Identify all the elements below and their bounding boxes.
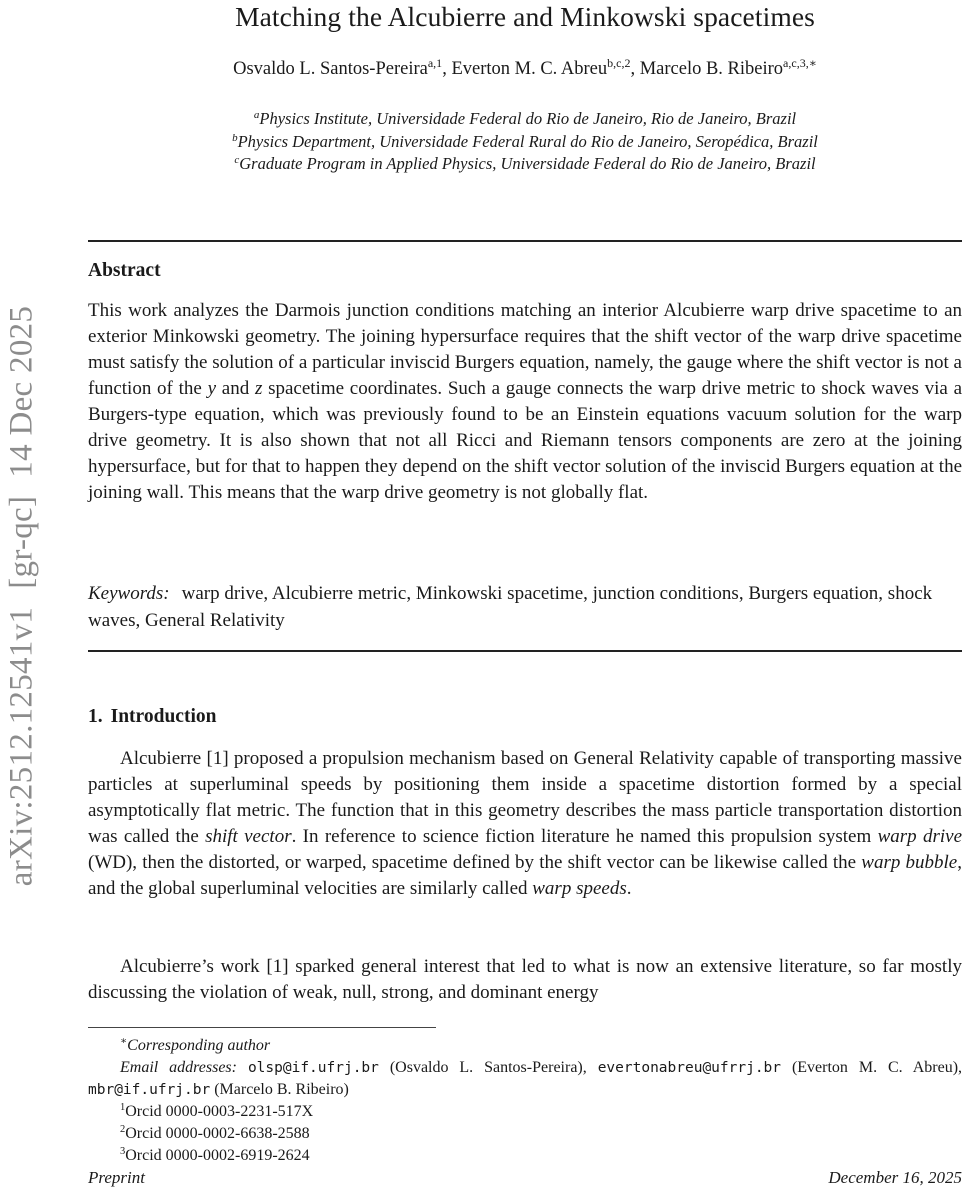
affiliations bbox=[88, 108, 962, 176]
abstract-heading: Abstract bbox=[88, 260, 161, 281]
text-run: . bbox=[626, 878, 632, 899]
footnote-orcid bbox=[88, 1145, 962, 1167]
keywords bbox=[88, 580, 962, 634]
footnote-rule bbox=[88, 1027, 436, 1028]
abstract-text-part: and bbox=[216, 378, 255, 399]
emphasis: warp bubble bbox=[861, 852, 958, 873]
arxiv-id: arXiv:2512.12541v1 bbox=[3, 606, 40, 887]
author-marks: a,c,3,∗ bbox=[783, 56, 817, 70]
author-marks: b,c,2 bbox=[607, 56, 631, 70]
orcid-text: Orcid 0000-0003-2231-517X bbox=[125, 1103, 314, 1120]
text-run: . In reference to science fiction literature he named this propulsion system bbox=[291, 826, 878, 847]
emphasis: shift vector bbox=[205, 826, 292, 847]
abstract-text bbox=[88, 298, 962, 506]
affiliation bbox=[88, 108, 962, 131]
email-link[interactable]: mbr@if.ufrj.br bbox=[88, 1082, 211, 1098]
section-heading-introduction bbox=[88, 706, 216, 728]
email-link[interactable]: olsp@if.ufrj.br bbox=[247, 1060, 379, 1076]
email-owner: (Osvaldo L. Santos-Pereira), bbox=[389, 1059, 587, 1076]
keywords-label: Keywords: bbox=[88, 583, 170, 604]
emphasis: warp drive bbox=[877, 826, 962, 847]
footer-date: December 16, 2025 bbox=[828, 1168, 962, 1187]
author-marks: a,1 bbox=[427, 56, 443, 70]
affiliation bbox=[88, 153, 962, 176]
footnote-orcid bbox=[88, 1123, 962, 1145]
affiliation-text: Physics Department, Universidade Federal Rural do Rio de Janeiro, Seropédica, Brazil bbox=[237, 131, 818, 151]
footnote-corresponding bbox=[88, 1035, 962, 1057]
abstract-text-part: spacetime coordinates. Such a gauge connects the warp drive metric to shock waves via a Burgers-type equation, which was previously found to be an Einstein equations vacuum solution for the warp drive geometry. It is also shown that not all Ricci and Riemann tensors components are zero at the joining hypersurface, but for that to happen they depend on the shift vector solution of the inviscid Burgers equation at the joining wall. This means that the warp drive geometry is not globally flat. bbox=[88, 378, 962, 503]
affiliation-mark: c bbox=[234, 154, 240, 166]
email-label: Email addresses: bbox=[120, 1059, 237, 1076]
email-link[interactable]: evertonabreu@ufrrj.br bbox=[597, 1060, 782, 1076]
footnote-text: Corresponding author bbox=[127, 1037, 271, 1054]
affiliation-text: Physics Institute, Universidade Federal do Rio de Janeiro, Rio de Janeiro, Brazil bbox=[259, 109, 797, 128]
affiliation-mark: b bbox=[232, 131, 238, 144]
author-name: Everton M. C. Abreu bbox=[451, 59, 608, 79]
intro-paragraph-2: Alcubierre’s work [1] sparked general interest that led to what is now an extensive literature, so far mostly discussing the violation of weak, null, strong, and dominant energy bbox=[88, 956, 962, 1003]
author-name: Osvaldo L. Santos-Pereira bbox=[233, 59, 428, 79]
affiliation bbox=[88, 131, 962, 154]
email-owner: (Everton M. C. Abreu), bbox=[791, 1059, 962, 1076]
footnote-emails bbox=[88, 1057, 962, 1101]
arxiv-date: 14 Dec 2025 bbox=[3, 305, 40, 478]
email-owner: (Marcelo B. Ribeiro) bbox=[214, 1081, 349, 1098]
text-run: , and the global superluminal velocities are similarly called bbox=[88, 852, 962, 899]
math-var-z: z bbox=[254, 378, 263, 399]
affiliation-mark: a bbox=[253, 109, 260, 121]
affiliation-text: Graduate Program in Applied Physics, Universidade Federal do Rio de Janeiro, Brazil bbox=[239, 154, 816, 173]
arxiv-stamp bbox=[4, 306, 41, 886]
keywords-text: warp drive, Alcubierre metric, Minkowski spacetime, junction conditions, Burgers equation, shock waves, General Relativity bbox=[88, 583, 933, 631]
orcid-text: Orcid 0000-0002-6638-2588 bbox=[125, 1125, 310, 1142]
emphasis: warp speeds bbox=[532, 878, 627, 899]
footnote-mark: 3 bbox=[120, 1146, 126, 1157]
abstract-bottom-rule bbox=[88, 650, 962, 652]
intro-paragraph-1 bbox=[88, 746, 962, 902]
arxiv-category: [gr-qc] bbox=[3, 495, 40, 589]
section-number: 1. bbox=[88, 706, 103, 727]
math-var-y: y bbox=[207, 378, 217, 399]
footnote-orcid bbox=[88, 1101, 962, 1123]
footnote-mark: ∗ bbox=[120, 1036, 128, 1047]
text-run: (WD), then the distorted, or warped, spacetime defined by the shift vector can be likewise called the bbox=[88, 852, 862, 873]
footnote-mark: 2 bbox=[120, 1124, 126, 1135]
author-list: Osvaldo L. Santos-Pereira$^{a,1}$, Everton M. C. Abreu$^{b,c,2}$, Marcelo B. Ribeiro$^{a,c,3,∗}$ bbox=[233, 56, 817, 79]
paper-title: Matching the Alcubierre and Minkowski spacetimes bbox=[235, 1, 815, 32]
footnote-mark: 1 bbox=[120, 1102, 126, 1113]
author-name: Marcelo B. Ribeiro bbox=[639, 59, 784, 79]
section-title: Introduction bbox=[110, 706, 217, 727]
orcid-text: Orcid 0000-0002-6919-2624 bbox=[125, 1147, 310, 1164]
footer-preprint: Preprint bbox=[88, 1168, 145, 1187]
text-run: Alcubierre [1] proposed a propulsion mechanism based on General Relativity capable of transporting massive particles at superluminal speeds by positioning them inside a spacetime distortion formed by a special asymptotically flat metric. The function that in this geometry describes the mass particle transportation distortion was called the bbox=[88, 748, 962, 847]
abstract-text-part: This work analyzes the Darmois junction conditions matching an interior Alcubierre warp drive spacetime to an exterior Minkowski geometry. The joining hypersurface requires that the shift vector of the warp drive spacetime must satisfy the solution of a particular inviscid Burgers equation, namely, the gauge where the shift vector is not a function of the bbox=[88, 300, 962, 399]
abstract-top-rule bbox=[88, 240, 962, 242]
